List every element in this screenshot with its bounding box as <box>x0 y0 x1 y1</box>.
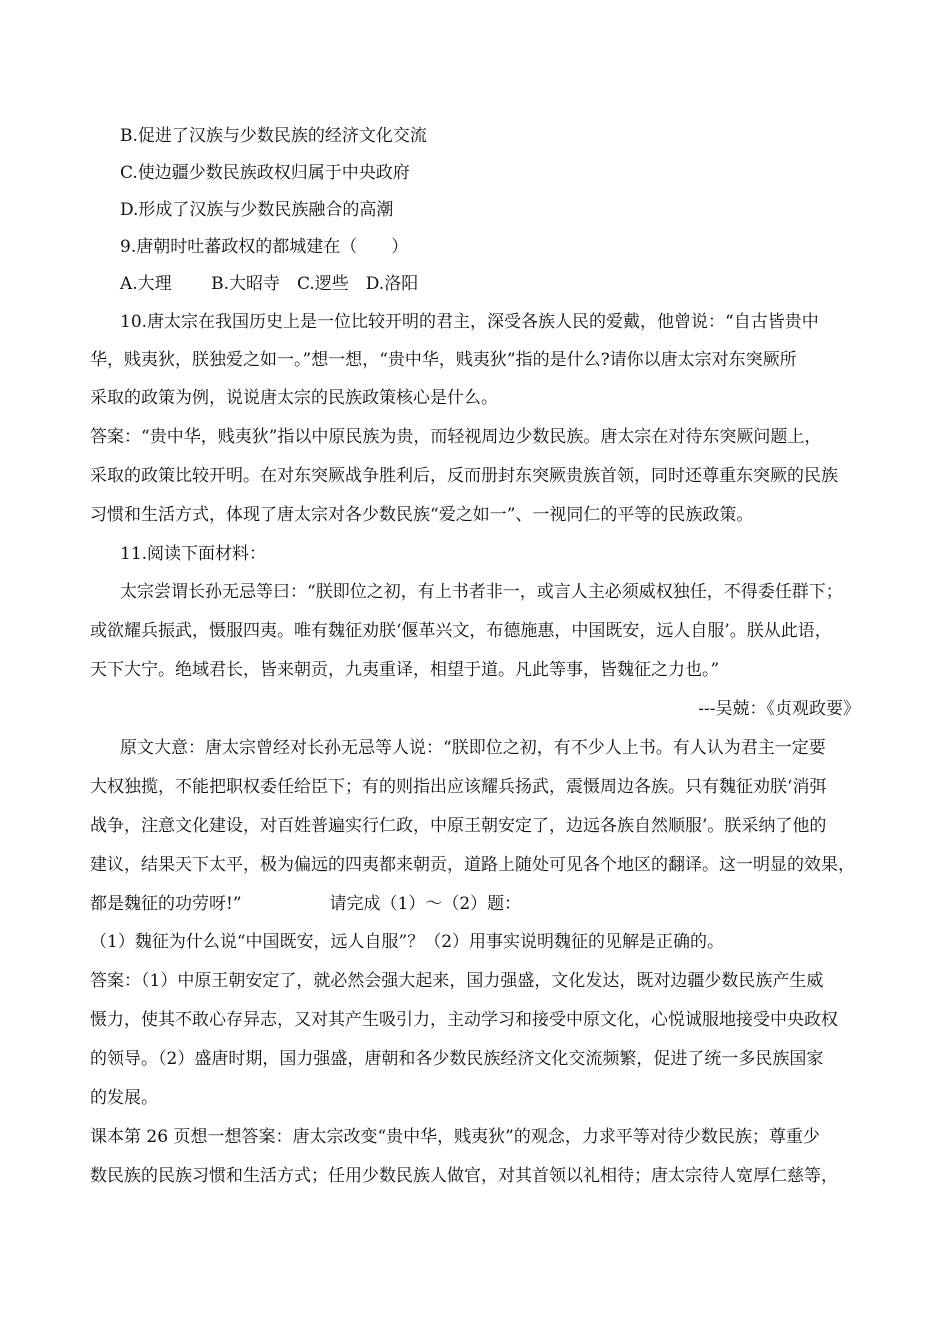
q11-translation-end-line <box>90 892 870 916</box>
q11-translation-line: 原文大意：唐太宗曾经对长孙无忌等人说：“朕即位之初，有不少人上书。有人认为君主一定要 <box>120 738 826 758</box>
q8-option-d: D.形成了汉族与少数民族融合的高潮 <box>120 200 394 220</box>
q11-translation-line: 大权独揽，不能把职权委任给臣下；有的则指出应该耀兵扬武，震慑周边各族。只有魏征劝朕‘消弭 <box>90 777 827 797</box>
textbook-answer-line: 数民族的民族习惯和生活方式；任用少数民族人做官，对其首领以礼相待；唐太宗待人宽厚仁慈等， <box>90 1166 838 1186</box>
q11-material-line: 或欲耀兵振武，慑服四夷。唯有魏征劝朕‘偃革兴文，布德施惠，中国既安，远人自服’。朕从此语， <box>90 621 832 641</box>
q11-material-line: 天下大宁。绝域君长，皆来朝贡，九夷重译，相望于道。凡此等事，皆魏征之力也。” <box>90 660 720 680</box>
q11-translation-line: 战争，注意文化建设，对百姓普遍实行仁政，中原王朝安定了，边远各族自然顺服’。朕采纳了他的 <box>90 816 827 836</box>
q11-instruction: 请完成（1）～（2）题： <box>329 894 522 914</box>
q11-sub-questions: （1）魏征为什么说“中国既安，远人自服”？（2）用事实说明魏征的见解是正确的。 <box>90 932 725 952</box>
q11-translation-end: 都是魏征的功劳呀!” <box>90 894 242 914</box>
q10-answer-line: 采取的政策比较开明。在对东突厥战争胜利后，反而册封东突厥贵族首领，同时还尊重东突厥的民族 <box>90 466 838 486</box>
q8-option-c: C.使边疆少数民族政权归属于中央政府 <box>120 163 410 183</box>
q8-option-b: B.促进了汉族与少数民族的经济文化交流 <box>120 126 427 146</box>
textbook-answer-line: 课本第 26 页想一想答案：唐太宗改变“贵中华，贱夷狄”的观念，力求平等对待少数民族；尊重少 <box>90 1127 820 1147</box>
q11-heading: 11.阅读下面材料： <box>120 544 267 564</box>
q11-answer-line: 慑力，使其不敢心存异志，又对其产生吸引力，主动学习和接受中原文化，心悦诚服地接受中央政权 <box>90 1010 838 1030</box>
q11-source: ---吴兢：《贞观政要》 <box>698 699 860 719</box>
q10-question-line: 华，贱夷狄，朕独爱之如一。”想一想，“贵中华，贱夷狄”指的是什么?请你以唐太宗对东突厥所 <box>90 350 797 370</box>
q10-answer-line: 习惯和生活方式，体现了唐太宗对各少数民族“爱之如一”、一视同仁的平等的民族政策。 <box>90 505 754 525</box>
q11-answer-line: 答案：（1）中原王朝安定了，就必然会强大起来，国力强盛，文化发达，既对边疆少数民族产生威 <box>90 971 824 991</box>
q11-answer-line: 的发展。 <box>90 1088 158 1108</box>
q10-answer-line: 答案：“贵中华，贱夷狄”指以中原民族为贵，而轻视周边少数民族。唐太宗在对待东突厥问题上， <box>90 427 822 447</box>
q11-material-line: 太宗尝谓长孙无忌等曰：“朕即位之初，有上书者非一，或言人主必须威权独任，不得委任群下； <box>120 582 843 602</box>
q11-answer-line: 的领导。（2）盛唐时期，国力强盛，唐朝和各少数民族经济文化交流频繁，促进了统一多民族国家 <box>90 1049 824 1069</box>
q10-question-line: 采取的政策为例，说说唐太宗的民族政策核心是什么。 <box>90 388 498 408</box>
q10-question-line: 10.唐太宗在我国历史上是一位比较开明的君主，深受各族人民的爱戴，他曾说：“自古皆贵中 <box>120 312 819 332</box>
q9-question: 9.唐朝时吐蕃政权的都城建在（ ） <box>120 237 409 257</box>
q9-options: A.大理 B.大昭寺 C.逻些 D.洛阳 <box>120 274 419 294</box>
q11-translation-line: 建议，结果天下太平，极为偏远的四夷都来朝贡，道路上随处可见各个地区的翻译。这一明显的效果， <box>90 855 855 875</box>
